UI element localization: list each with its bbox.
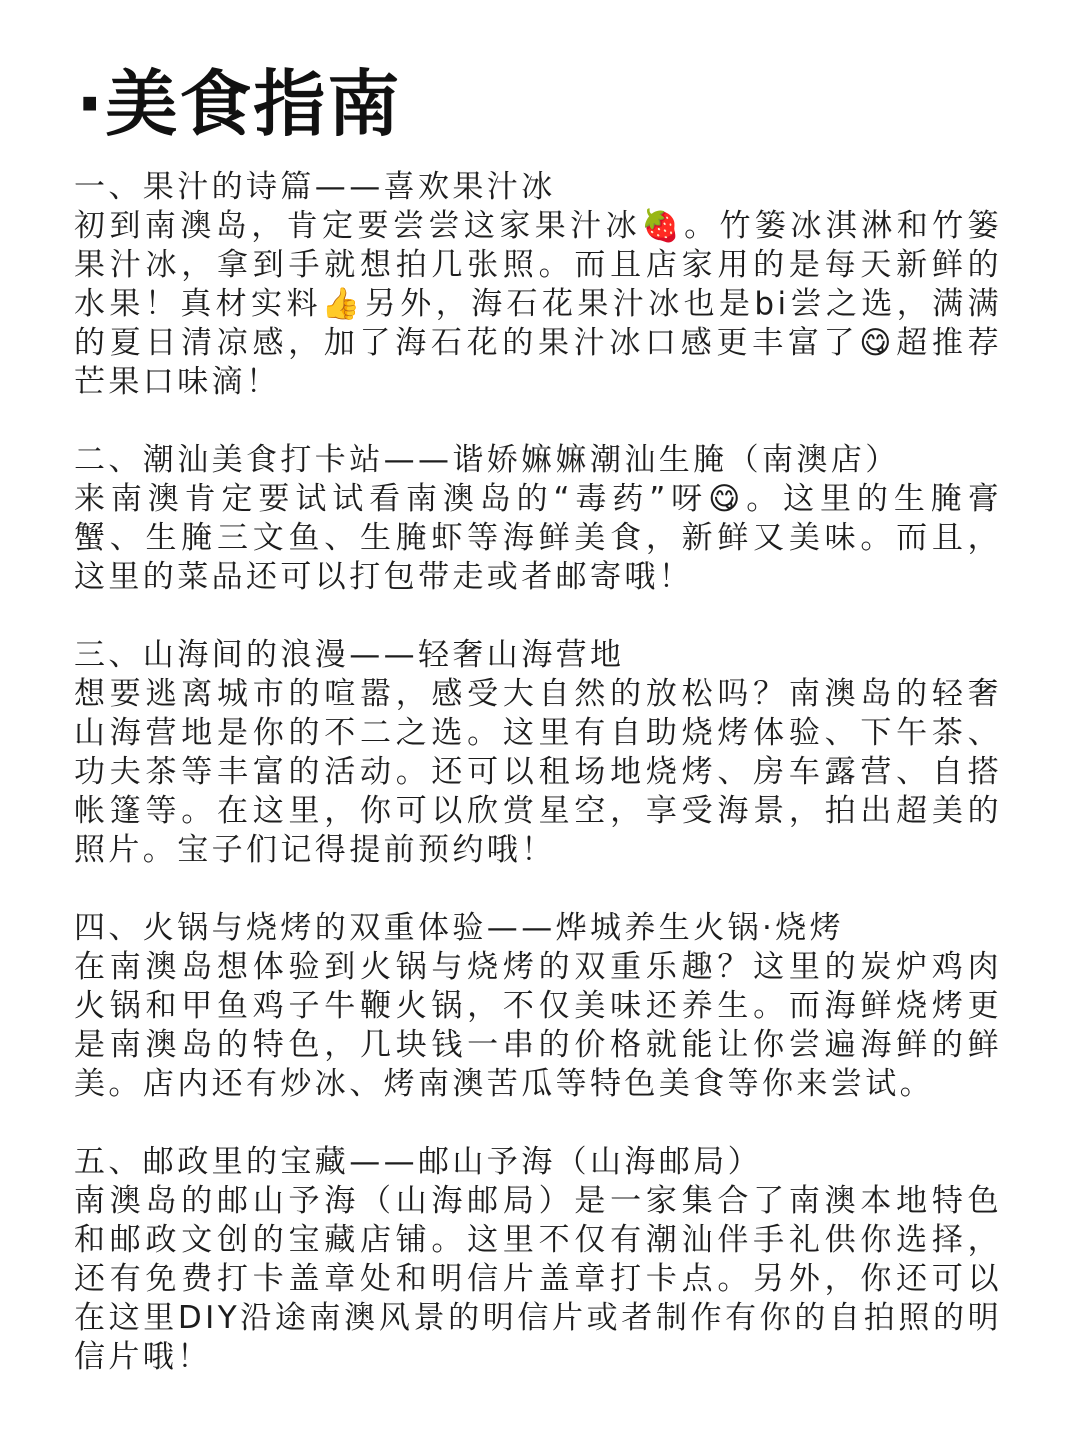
section-body: 来南澳肯定要试试看南澳岛的“毒药”呀😋。这里的生腌膏蟹、生腌三文鱼、生腌虾等海鲜美食，新鲜又美味。而且，这里的菜品还可以打包带走或者邮寄哦！ [74,481,1002,595]
section-heading: 一、果汁的诗篇——喜欢果汁冰 [74,169,556,205]
section-body: 想要逃离城市的喧嚣，感受大自然的放松吗？南澳岛的轻奢山海营地是你的不二之选。这里有自助烧烤体验、下午茶、功夫茶等丰富的活动。还可以租场地烧烤、房车露营、自搭帐篷等。在这里，你可以欣赏星空，享受海景，拍出超美的照片。宝子们记得提前预约哦！ [74,676,1002,868]
section-heading: 二、潮汕美食打卡站——谐娇嫲嫲潮汕生腌（南澳店） [74,442,900,478]
section-juice-ice [74,168,1002,402]
section-heading: 三、山海间的浪漫——轻奢山海营地 [74,637,625,673]
section-chaoshan-food [74,441,1002,597]
section-body: 初到南澳岛，肯定要尝尝这家果汁冰🍓。竹篓冰淇淋和竹篓果汁冰，拿到手就想拍几张照。而且店家用的是每天新鲜的水果！真材实料👍另外，海石花果汁冰也是bi尝之选，满满的夏日清凉感，加了海石花的果汁冰口感更丰富了😋超推荐芒果口味滴！ [74,208,1002,400]
section-heading: 五、邮政里的宝藏——邮山予海（山海邮局） [74,1144,762,1180]
section-hotpot-bbq [74,909,1002,1104]
section-body: 南澳岛的邮山予海（山海邮局）是一家集合了南澳本地特色和邮政文创的宝藏店铺。这里不仅有潮汕伴手礼供你选择，还有免费打卡盖章处和明信片盖章打卡点。另外，你还可以在这里DIY沿途南澳风景的明信片或者制作有你的自拍照的明信片哦！ [74,1183,1002,1375]
section-heading: 四、火锅与烧烤的双重体验——烨城养生火锅·烧烤 [74,910,845,946]
section-body: 在南澳岛想体验到火锅与烧烤的双重乐趣？这里的炭炉鸡肉火锅和甲鱼鸡子牛鞭火锅，不仅美味还养生。而海鲜烧烤更是南澳岛的特色，几块钱一串的价格就能让你尝遍海鲜的鲜美。店内还有炒冰、烤南澳苦瓜等特色美食等你来尝试。 [74,949,1002,1102]
page-title: ·美食指南 [76,62,402,146]
section-post-office [74,1143,1002,1377]
section-camping [74,636,1002,870]
